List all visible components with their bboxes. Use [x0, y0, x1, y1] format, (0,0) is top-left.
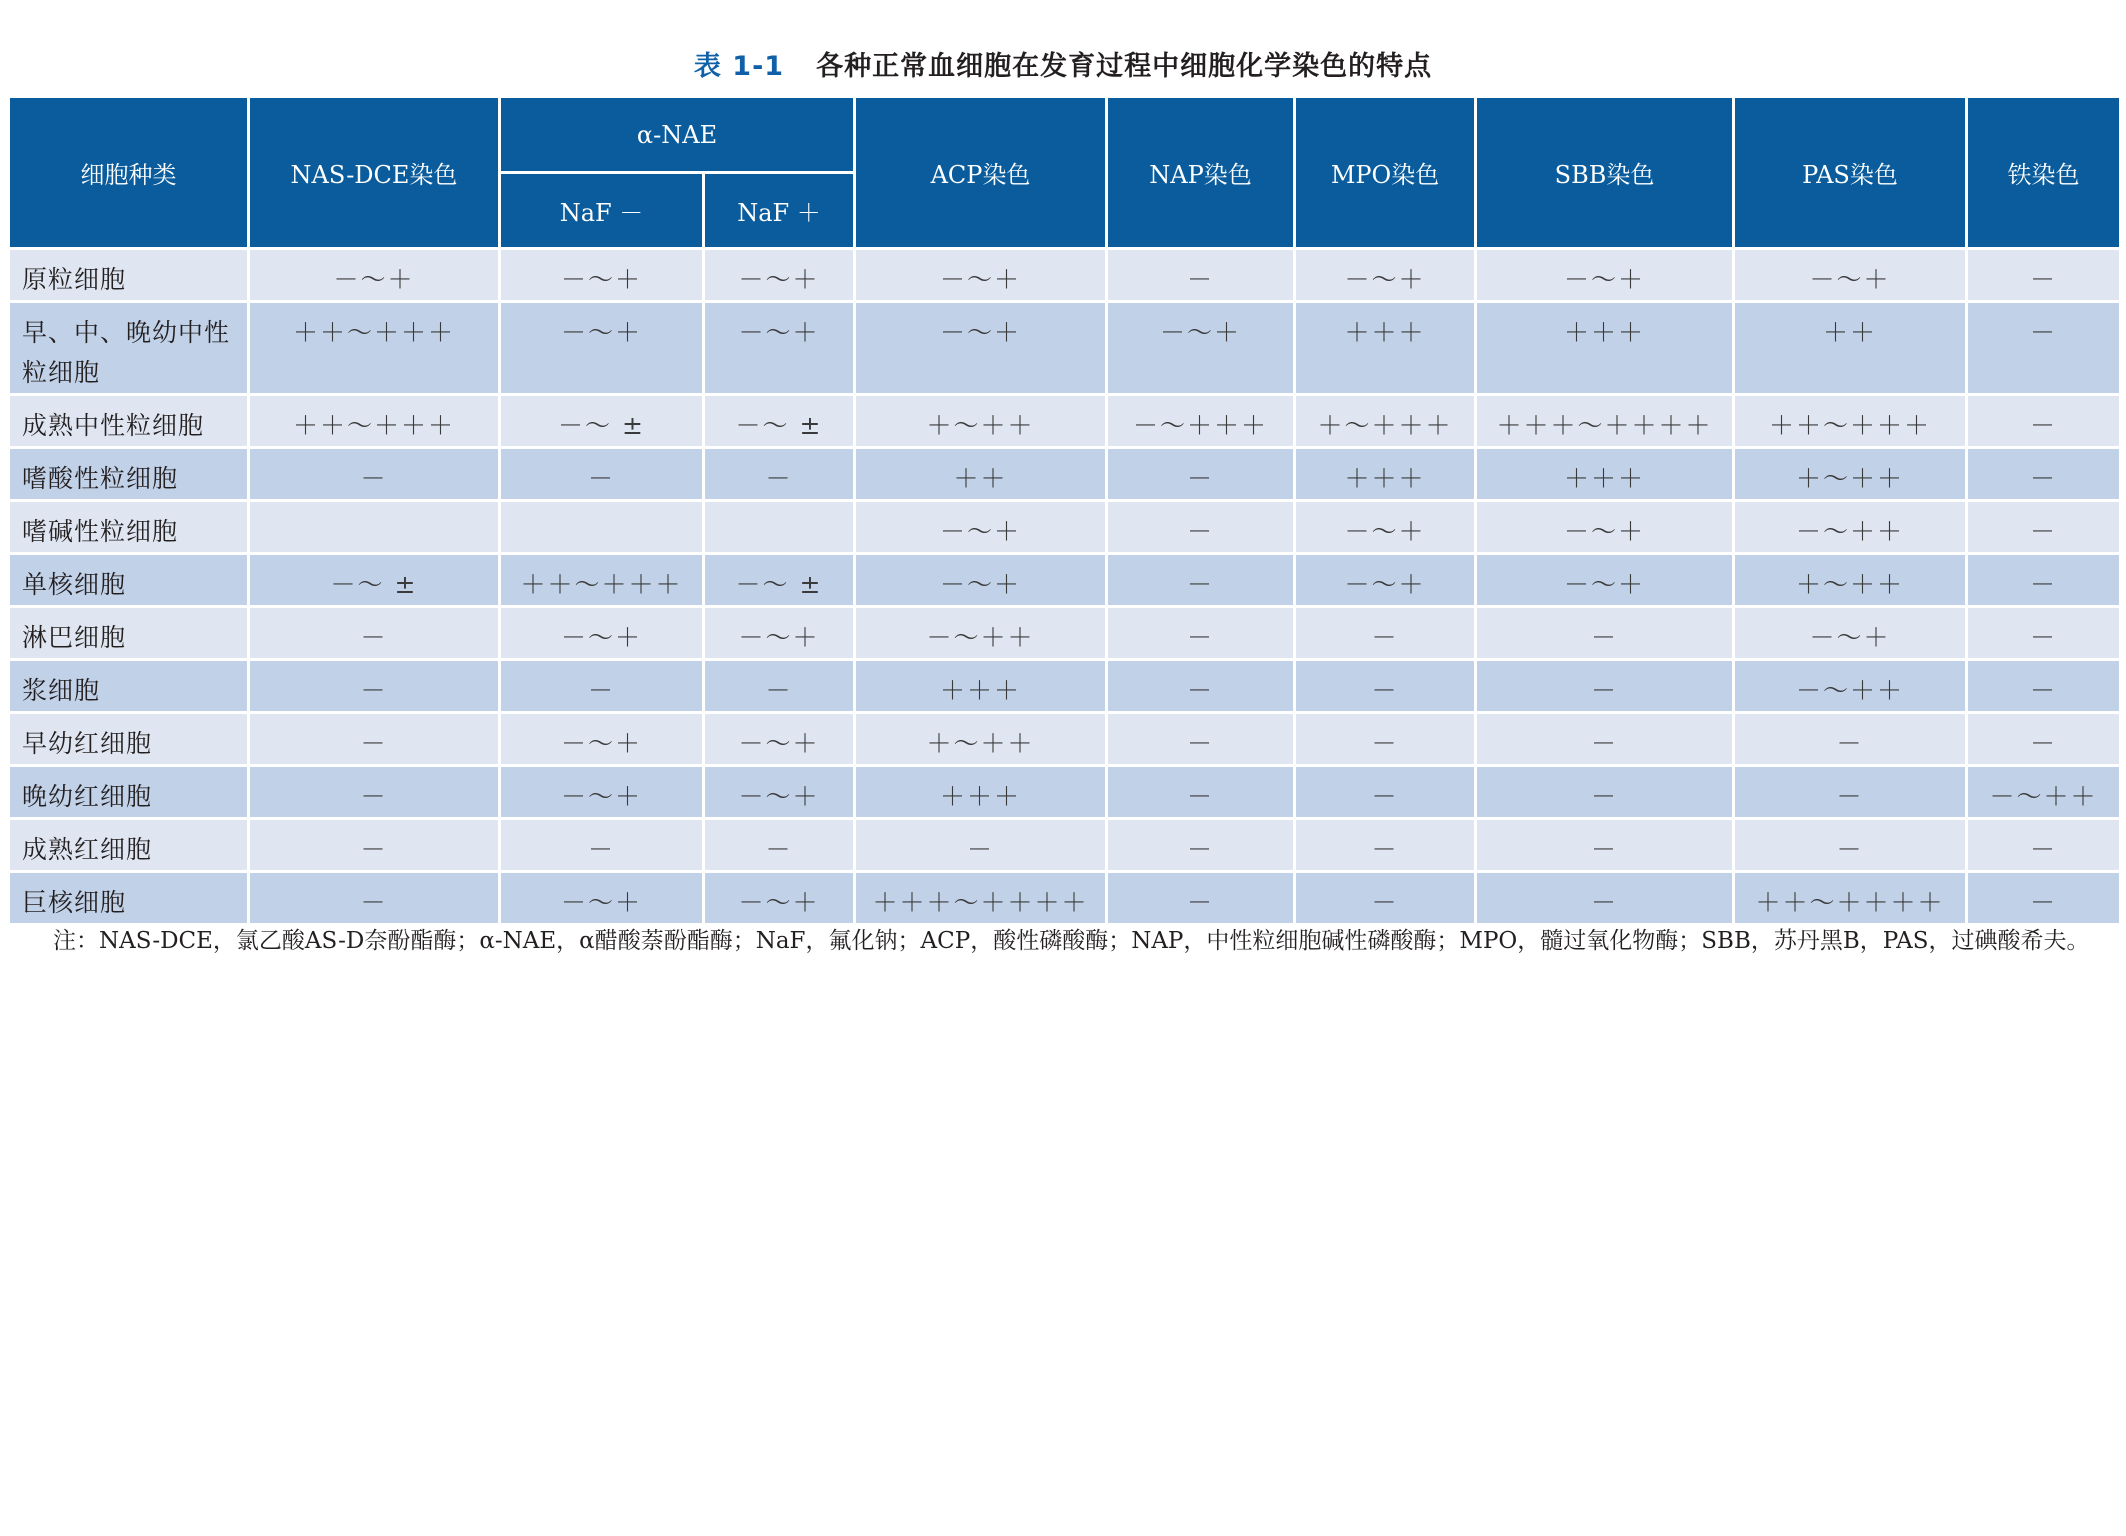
- table-cell: －～＋: [1295, 554, 1476, 607]
- table-cell: －: [500, 819, 704, 872]
- table-cell: －～＋: [704, 249, 855, 302]
- table-cell: －: [249, 872, 500, 925]
- table-cell: －: [249, 819, 500, 872]
- table-cell: －: [704, 448, 855, 501]
- table-row: [9, 249, 2121, 302]
- table-cell: －～＋: [1476, 249, 1734, 302]
- table-cell: －～＋: [1476, 501, 1734, 554]
- table-cell: －: [855, 819, 1107, 872]
- table-cell: －～＋: [704, 872, 855, 925]
- table-cell: －: [1295, 819, 1476, 872]
- table-footnote: 注：NAS-DCE，氯乙酸AS-D奈酚酯酶；α-NAE，α醋酸萘酚酯酶；NaF，氟化钠；ACP，酸性磷酸酶；NAP，中性粒细胞碱性磷酸酶；MPO，髓过氧化物酶；SBB，苏丹黑B，PAS，过碘酸希夫。: [53, 928, 2090, 954]
- header-naf-plus: NaF ＋: [704, 173, 855, 249]
- table-row: [9, 501, 2121, 554]
- table-cell: －～＋: [1476, 554, 1734, 607]
- table-cell: －～＋: [704, 302, 855, 395]
- table-cell: ＋＋＋: [1476, 448, 1734, 501]
- table-cell: －: [1295, 872, 1476, 925]
- table-cell: －～＋: [1734, 607, 1967, 660]
- table-cell: ＋＋＋: [1295, 302, 1476, 395]
- table-row: [9, 448, 2121, 501]
- table-cell: －～＋: [1107, 302, 1295, 395]
- header-nas-dce: NAS-DCE染色: [249, 97, 500, 249]
- table-cell: －: [704, 819, 855, 872]
- table-cell: －: [1476, 819, 1734, 872]
- header-naf-minus: NaF －: [500, 173, 704, 249]
- table-cell: －～＋: [500, 766, 704, 819]
- table-cell: －: [249, 713, 500, 766]
- table-cell: －～＋＋＋: [1107, 395, 1295, 448]
- header-acp: ACP染色: [855, 97, 1107, 249]
- row-cell-type: 嗜酸性粒细胞: [9, 448, 249, 501]
- table-row: [9, 766, 2121, 819]
- table-cell: －: [1107, 501, 1295, 554]
- staining-table: [7, 95, 2122, 926]
- table-cell: －: [1107, 554, 1295, 607]
- table-cell: －～＋＋: [855, 607, 1107, 660]
- table-cell: －: [1967, 501, 2121, 554]
- caption-title: 各种正常血细胞在发育过程中细胞化学染色的特点: [816, 51, 1433, 82]
- table-cell: －: [1967, 713, 2121, 766]
- table-cell: ＋＋＋～＋＋＋＋: [855, 872, 1107, 925]
- table-cell: －～＋: [1734, 249, 1967, 302]
- caption-number: 表 1-1: [693, 51, 785, 82]
- table-row: [9, 607, 2121, 660]
- table-cell: －～＋: [1295, 501, 1476, 554]
- header-iron: 铁染色: [1967, 97, 2121, 249]
- table-cell: －: [1967, 302, 2121, 395]
- table-cell: －～ ±: [704, 395, 855, 448]
- table-cell: ＋～＋＋: [1734, 448, 1967, 501]
- table-cell: －: [1107, 766, 1295, 819]
- table-cell: ＋＋～＋＋＋: [249, 395, 500, 448]
- table-cell: －: [249, 607, 500, 660]
- table-cell: ＋＋: [1734, 302, 1967, 395]
- table-cell: －: [1107, 448, 1295, 501]
- row-cell-type: 晚幼红细胞: [9, 766, 249, 819]
- header-alpha-nae: α-NAE: [500, 97, 855, 173]
- table-cell: ＋＋＋: [1476, 302, 1734, 395]
- table-cell: [500, 501, 704, 554]
- table-cell: ＋～＋＋: [1734, 554, 1967, 607]
- table-row: [9, 660, 2121, 713]
- table-cell: －～＋＋: [1967, 766, 2121, 819]
- table-cell: －: [1295, 607, 1476, 660]
- table-cell: ＋＋＋: [855, 660, 1107, 713]
- header-nap: NAP染色: [1107, 97, 1295, 249]
- table-cell: －: [1107, 660, 1295, 713]
- table-cell: －～ ±: [704, 554, 855, 607]
- table-cell: －: [1967, 872, 2121, 925]
- table-row: [9, 554, 2121, 607]
- row-cell-type: 巨核细胞: [9, 872, 249, 925]
- table-cell: －: [1295, 766, 1476, 819]
- table-cell: －: [249, 448, 500, 501]
- table-cell: －: [1107, 872, 1295, 925]
- table-row: [9, 819, 2121, 872]
- table-cell: ＋＋＋～＋＋＋＋: [1476, 395, 1734, 448]
- table-cell: －: [1476, 607, 1734, 660]
- table-cell: －: [1967, 448, 2121, 501]
- table-cell: －: [1107, 607, 1295, 660]
- table-cell: －～＋: [1295, 249, 1476, 302]
- table-cell: －: [500, 448, 704, 501]
- table-cell: －: [500, 660, 704, 713]
- table-cell: －: [1967, 607, 2121, 660]
- table-cell: －～＋: [500, 302, 704, 395]
- table-cell: ＋～＋＋: [855, 395, 1107, 448]
- row-cell-type: 单核细胞: [9, 554, 249, 607]
- table-cell: －～＋: [500, 607, 704, 660]
- table-caption: [0, 44, 2126, 83]
- table-cell: －～＋: [704, 713, 855, 766]
- table-cell: ＋＋～＋＋＋: [1734, 395, 1967, 448]
- row-cell-type: 原粒细胞: [9, 249, 249, 302]
- table-cell: －: [1476, 660, 1734, 713]
- header-pas: PAS染色: [1734, 97, 1967, 249]
- table-row: [9, 395, 2121, 448]
- table-cell: ＋～＋＋: [855, 713, 1107, 766]
- table-cell: ＋＋～＋＋＋: [500, 554, 704, 607]
- table-cell: －～＋: [500, 249, 704, 302]
- table-cell: －～＋: [704, 766, 855, 819]
- row-cell-type: 成熟红细胞: [9, 819, 249, 872]
- row-cell-type: 早幼红细胞: [9, 713, 249, 766]
- table-row: [9, 713, 2121, 766]
- table-cell: ＋＋＋: [855, 766, 1107, 819]
- table-cell: －: [1295, 660, 1476, 713]
- table-cell: －～＋: [704, 607, 855, 660]
- table-cell: －～＋: [500, 872, 704, 925]
- table-cell: －: [1476, 872, 1734, 925]
- table-cell: －～＋: [249, 249, 500, 302]
- table-cell: －: [1967, 554, 2121, 607]
- table-cell: －: [1734, 713, 1967, 766]
- table-cell: －: [1295, 713, 1476, 766]
- table-cell: [249, 501, 500, 554]
- table-cell: ＋＋: [855, 448, 1107, 501]
- table-cell: －: [1967, 395, 2121, 448]
- table-cell: －～＋＋: [1734, 501, 1967, 554]
- table-cell: －: [1967, 660, 2121, 713]
- table-cell: －: [1734, 819, 1967, 872]
- table-cell: －: [1734, 766, 1967, 819]
- table-cell: －: [704, 660, 855, 713]
- table-body: [9, 249, 2121, 925]
- row-cell-type: 嗜碱性粒细胞: [9, 501, 249, 554]
- table-row: [9, 302, 2121, 395]
- table-cell: －: [249, 660, 500, 713]
- header-cell-type: 细胞种类: [9, 97, 249, 249]
- table-cell: ＋＋～＋＋＋: [249, 302, 500, 395]
- table-cell: ＋＋＋: [1295, 448, 1476, 501]
- table-cell: －: [1967, 249, 2121, 302]
- table-cell: －: [1107, 249, 1295, 302]
- table-cell: －～＋: [855, 554, 1107, 607]
- table-cell: －: [1967, 819, 2121, 872]
- row-cell-type: 浆细胞: [9, 660, 249, 713]
- table-cell: [704, 501, 855, 554]
- table-cell: －～ ±: [500, 395, 704, 448]
- row-cell-type: 淋巴细胞: [9, 607, 249, 660]
- table-cell: －: [249, 766, 500, 819]
- table-row: [9, 872, 2121, 925]
- table-cell: －～＋: [855, 302, 1107, 395]
- table-cell: －: [1107, 819, 1295, 872]
- table-cell: －～＋: [855, 249, 1107, 302]
- table-cell: ＋＋～＋＋＋＋: [1734, 872, 1967, 925]
- table-cell: ＋～＋＋＋: [1295, 395, 1476, 448]
- table-cell: －: [1476, 713, 1734, 766]
- table-cell: －～＋: [855, 501, 1107, 554]
- header-sbb: SBB染色: [1476, 97, 1734, 249]
- table-cell: －～＋＋: [1734, 660, 1967, 713]
- row-cell-type: 成熟中性粒细胞: [9, 395, 249, 448]
- table-cell: －～ ±: [249, 554, 500, 607]
- table-cell: －: [1107, 713, 1295, 766]
- table-cell: －～＋: [500, 713, 704, 766]
- header-mpo: MPO染色: [1295, 97, 1476, 249]
- table-cell: －: [1476, 766, 1734, 819]
- row-cell-type: 早、中、晚幼中性粒细胞: [9, 302, 249, 395]
